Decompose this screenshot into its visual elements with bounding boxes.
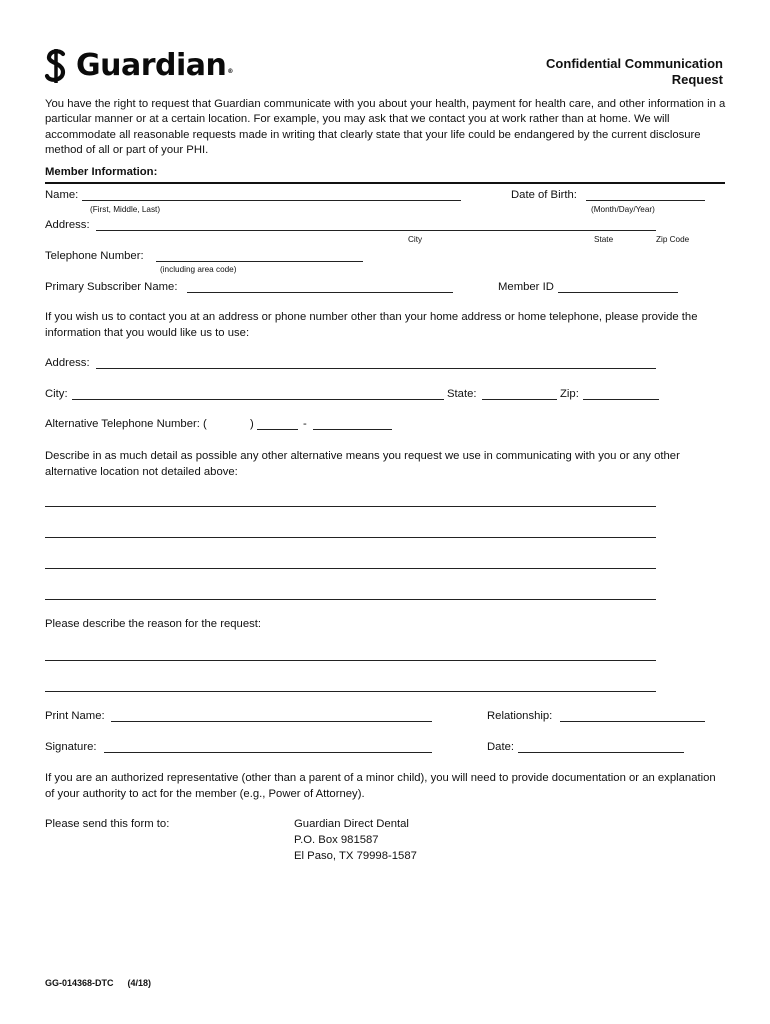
- subscriber-label: Primary Subscriber Name:: [45, 281, 178, 293]
- reason-line-2[interactable]: [45, 691, 656, 692]
- intro-paragraph: You have the right to request that Guardian communicate with you about your health, payment for health care, and other information in a particular manner or at a certain location. For example, you may ask that we contact you at work rather than at home. We will accommodate all reasonable requests made in writing that clearly state that your life could be endangered by the current disclosure method of all or part of your PHI.: [45, 98, 726, 156]
- address-label: Address:: [45, 219, 90, 231]
- footer-form-code: GG-014368-DTC: [45, 978, 114, 988]
- relationship-field[interactable]: [560, 721, 705, 722]
- date-field[interactable]: [518, 752, 684, 753]
- describe-line-4[interactable]: [45, 599, 656, 600]
- alt-phone-label: Alternative Telephone Number: (: [45, 418, 207, 430]
- print-name-label: Print Name:: [45, 710, 105, 722]
- send-to-label: Please send this form to:: [45, 818, 170, 830]
- dob-label: Date of Birth:: [511, 189, 577, 201]
- alt-phone-line-field[interactable]: [313, 429, 392, 430]
- authorized-rep-note: If you are an authorized representative (other than a parent of a minor child), you will need to provide documentation or an explanation of your authority to act for the member (e.g., Power of Attorney).: [45, 772, 716, 800]
- describe-prompt: Describe in as much detail as possible any other alternative means you request we use in communicating with you or any other alternative location not detailed above:: [45, 450, 680, 478]
- brand-name: Guardian®: [76, 48, 233, 83]
- guardian-logo: [44, 46, 233, 86]
- alt-zip-label: Zip:: [560, 388, 579, 400]
- footer-code: [45, 977, 151, 989]
- send-to-line2: P.O. Box 981587: [294, 834, 379, 846]
- describe-line-1[interactable]: [45, 506, 656, 507]
- member-info-heading: Member Information:: [45, 166, 158, 178]
- name-label: Name:: [45, 189, 79, 201]
- form-title-line2: Request: [671, 72, 723, 87]
- name-field[interactable]: [82, 200, 461, 201]
- reason-line-1[interactable]: [45, 660, 656, 661]
- form-title: [503, 56, 723, 88]
- alt-address-label: Address:: [45, 357, 90, 369]
- zip-hint: Zip Code: [656, 235, 690, 244]
- send-to-line3: El Paso, TX 79998-1587: [294, 850, 417, 862]
- alt-state-field[interactable]: [482, 399, 557, 400]
- describe-line-3[interactable]: [45, 568, 656, 569]
- alt-phone-close: ): [250, 418, 254, 430]
- form-title-line1: Confidential Communication: [546, 56, 723, 71]
- telephone-label: Telephone Number:: [45, 250, 144, 262]
- alt-contact-instructions: If you wish us to contact you at an address or phone number other than your home address or home telephone, please provide the information that you would like us to use:: [45, 311, 698, 339]
- state-hint: State: [594, 235, 614, 244]
- member-id-label: Member ID: [498, 281, 554, 293]
- footer-form-date: (4/18): [127, 978, 152, 988]
- alt-phone-dash: -: [303, 418, 307, 430]
- telephone-field[interactable]: [156, 261, 363, 262]
- dob-field[interactable]: [586, 200, 705, 201]
- alt-city-field[interactable]: [72, 399, 444, 400]
- signature-label: Signature:: [45, 741, 97, 753]
- print-name-field[interactable]: [111, 721, 432, 722]
- member-id-field[interactable]: [558, 292, 678, 293]
- dob-hint: (Month/Day/Year): [591, 205, 655, 214]
- guardian-logo-icon: [44, 48, 68, 84]
- city-hint: City: [408, 235, 423, 244]
- relationship-label: Relationship:: [487, 710, 553, 722]
- telephone-hint: (including area code): [160, 265, 237, 274]
- name-hint: (First, Middle, Last): [90, 205, 161, 214]
- reason-prompt: Please describe the reason for the request:: [45, 618, 262, 630]
- alt-address-field[interactable]: [96, 368, 656, 369]
- subscriber-field[interactable]: [187, 292, 453, 293]
- signature-field[interactable]: [104, 752, 432, 753]
- date-label: Date:: [487, 741, 515, 753]
- send-to-line1: Guardian Direct Dental: [294, 818, 409, 830]
- address-field[interactable]: [96, 230, 656, 231]
- section-divider: [45, 182, 725, 184]
- alt-state-label: State:: [447, 388, 477, 400]
- describe-line-2[interactable]: [45, 537, 656, 538]
- alt-city-label: City:: [45, 388, 68, 400]
- alt-zip-field[interactable]: [583, 399, 659, 400]
- alt-phone-prefix-field[interactable]: [257, 429, 298, 430]
